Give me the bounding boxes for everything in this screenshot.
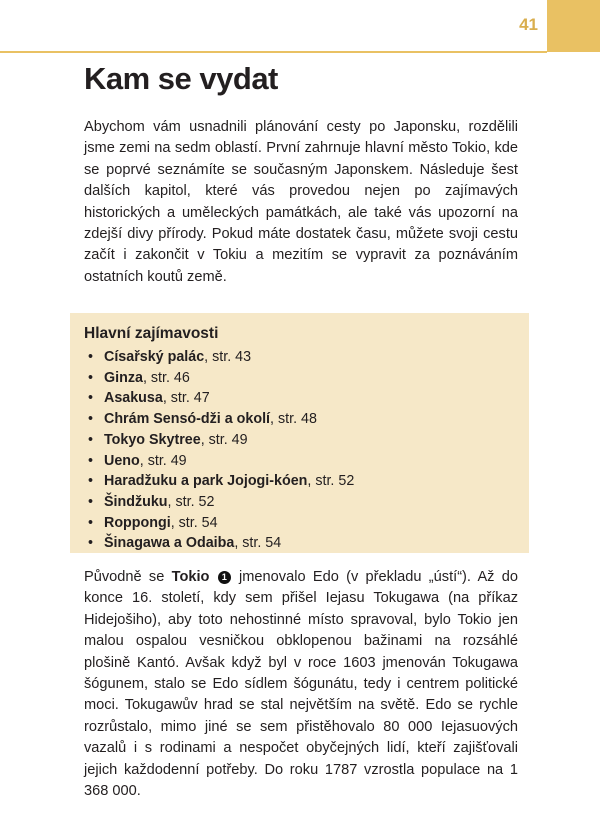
list-item[interactable]: [84, 347, 515, 368]
bullet-icon: •: [88, 349, 94, 365]
page-title: Kam se vydat: [84, 61, 278, 96]
bullet-icon: •: [88, 473, 94, 490]
list-item[interactable]: [84, 430, 515, 451]
header-rule: [0, 51, 547, 53]
highlight-page-ref: , str. 52: [167, 493, 215, 510]
list-item[interactable]: [84, 471, 515, 492]
list-item[interactable]: [84, 533, 515, 554]
highlights-box: [70, 313, 529, 553]
bullet-icon: •: [88, 535, 94, 552]
bullet-icon: •: [88, 514, 94, 531]
list-item[interactable]: [84, 513, 515, 534]
highlight-page-ref: , str. 47: [162, 390, 210, 407]
highlight-page-ref: , str. 54: [170, 514, 218, 531]
closing-body: jmenovalo Edo (v překladu „ústí“). Až do konce 16. století, kdy sem přišel Iejasu Tokugawa (na příkaz Hidejošiho), aby toto nehostinné místo spravoval, bylo Tokio jen malou ospalou vesničkou obklopenou bažinami na rozsáhlé plošině Kantó. Avšak když byl v roce 1603 jmenován Tokugawa šógunem, stalo se Edo sídlem šógunátu, tedy i centrem politické moci. Tokugawův hrad se stal největším na světě. Edo se rychle rozrůstalo, mimo jiné se sem přistěhovalo 80 000 Iejasuových vazalů i s rodinami a nespočet obyčejných lidí, kteří zajišťovali jejich každodenní potřeby. Do roku 1787 vzrostla populace na 1 368 000.: [84, 569, 519, 800]
highlight-page-ref: , str. 46: [142, 369, 190, 386]
highlight-place-name: Ginza: [104, 369, 143, 386]
highlight-place-name: Chrám Sensó-dži a okolí: [104, 411, 271, 428]
list-item[interactable]: [84, 368, 515, 389]
highlight-page-ref: , str. 43: [204, 349, 252, 365]
highlights-list: [84, 347, 515, 554]
page-header: [0, 0, 600, 53]
bullet-icon: •: [88, 493, 94, 510]
highlight-page-ref: , str. 49: [200, 431, 248, 448]
content-column: [84, 60, 518, 331]
closing-paragraph-block: [84, 567, 518, 802]
highlight-page-ref: , str. 52: [307, 473, 355, 490]
list-item[interactable]: [84, 451, 515, 472]
highlight-place-name: Šindžuku: [104, 493, 168, 510]
list-item[interactable]: [84, 409, 515, 430]
highlight-page-ref: , str. 54: [234, 535, 282, 552]
highlight-page-ref: , str. 48: [270, 411, 317, 428]
bullet-icon: •: [88, 369, 94, 386]
map-marker-1-icon[interactable]: 1: [218, 571, 231, 584]
bullet-icon: •: [88, 431, 94, 448]
highlight-place-name: Císařský palác: [104, 349, 205, 365]
list-item[interactable]: [84, 388, 515, 409]
highlights-box-title: Hlavní zajímavosti: [84, 325, 219, 342]
highlight-page-ref: , str. 49: [139, 452, 187, 469]
bullet-icon: •: [88, 411, 94, 428]
highlight-place-name: Asakusa: [104, 390, 163, 407]
list-item[interactable]: [84, 492, 515, 513]
closing-paragraph: [84, 567, 518, 802]
closing-lead-in: Původně se: [84, 569, 172, 585]
highlight-place-name: Haradžuku a park Jojogi-kóen: [104, 473, 308, 490]
page-number: 41: [519, 15, 538, 34]
intro-paragraph: Abychom vám usnadnili plánování cesty po Japonsku, rozdělili jsme zemi na sedm oblastí. První zahrnuje hlavní město Tokio, kde se poprvé seznámíte se současným Japonskem. Následuje šest dalších kapitol, které vás provedou nejen po zajímavých historických a uměleckých památkách, ale také vás upozorní na zdejší divy přírody. Pokud máte dostatek času, můžete svoji cestu začít i zakončit v Tokiu a mezitím se vypravit za poznáváním ostatních koutů země.: [84, 119, 518, 285]
header-accent-tab: [547, 0, 600, 52]
highlight-place-name: Ueno: [104, 452, 140, 469]
bullet-icon: •: [88, 390, 94, 407]
bullet-icon: •: [88, 452, 94, 469]
highlight-place-name: Tokyo Skytree: [104, 431, 201, 448]
poi-name: Tokio: [171, 569, 210, 585]
highlight-place-name: Roppongi: [104, 514, 171, 531]
highlight-place-name: Šinagawa a Odaiba: [104, 535, 235, 552]
